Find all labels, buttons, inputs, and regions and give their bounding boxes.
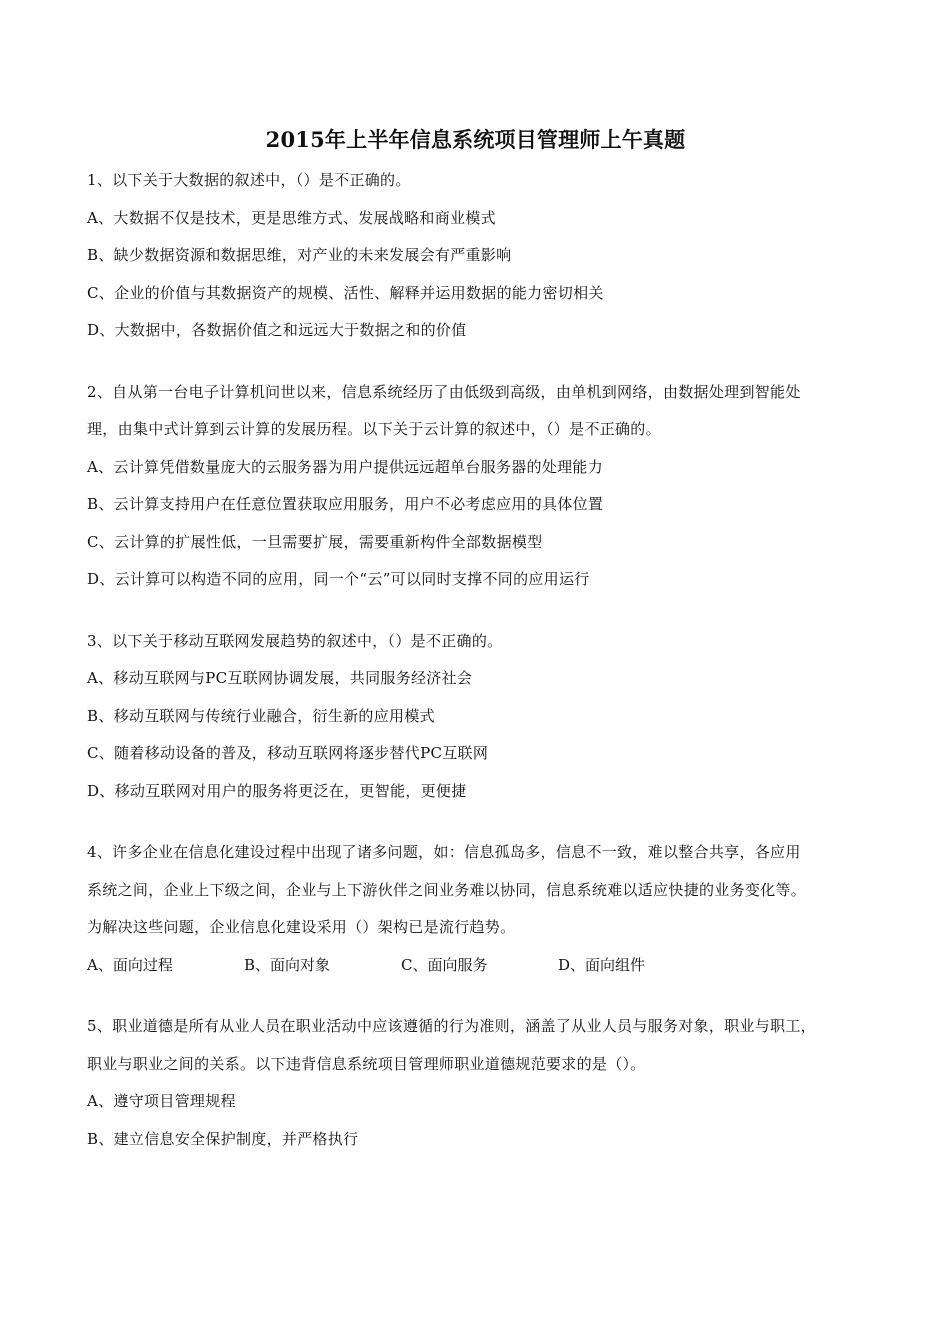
option-b: B、移动互联网与传统行业融合，衍生新的应用模式	[87, 706, 435, 725]
option-a: A、大数据不仅是技术，更是思维方式、发展战略和商业模式	[87, 208, 496, 227]
option-b: B、云计算支持用户在任意位置获取应用服务，用户不必考虑应用的具体位置	[87, 495, 604, 513]
option-d: D、云计算可以构造不同的应用，同一个“云”可以同时支撑不同的应用运行	[87, 570, 590, 588]
option-d: D、大数据中，各数据价值之和远远大于数据之和的价值	[87, 321, 467, 339]
question-4	[87, 834, 864, 984]
question-stem: 1、以下关于大数据的叙述中，（）是不正确的。	[87, 171, 411, 189]
option-c: C、企业的价值与其数据资产的规模、活性、解释并运用数据的能力密切相关	[87, 283, 604, 302]
option-a: A、面向过程	[87, 955, 173, 974]
option-c: C、面向服务	[401, 955, 488, 974]
option-c: C、云计算的扩展性低，一旦需要扩展，需要重新构件全部数据模型	[87, 532, 543, 551]
question-stem-line-2: 理，由集中式计算到云计算的发展历程。以下关于云计算的叙述中，（）是不正确的。	[87, 420, 661, 438]
option-a: A、云计算凭借数量庞大的云服务器为用户提供远远超单台服务器的处理能力	[87, 457, 604, 476]
question-stem-line-2: 职业与职业之间的关系。以下违背信息系统项目管理师职业道德规范要求的是（）。	[87, 1054, 646, 1073]
question-3	[87, 623, 864, 811]
option-d: D、移动互联网对用户的服务将更泛在，更智能，更便捷	[87, 781, 467, 800]
inline-options-row	[87, 947, 864, 985]
question-stem-line-3: 为解决这些问题，企业信息化建设采用（）架构已是流行趋势。	[87, 918, 516, 936]
question-2	[87, 374, 864, 599]
option-a: A、移动互联网与PC互联网协调发展，共同服务经济社会	[87, 669, 473, 687]
page-title: 2015年上半年信息系统项目管理师上午真题	[265, 127, 686, 152]
question-stem: 3、以下关于移动互联网发展趋势的叙述中，（）是不正确的。	[87, 631, 503, 650]
question-5	[87, 1008, 864, 1158]
option-b: B、缺少数据资源和数据思维，对产业的未来发展会有严重影响	[87, 246, 512, 264]
option-a: A、遵守项目管理规程	[87, 1092, 236, 1110]
question-stem-line-2: 系统之间，企业上下级之间，企业与上下游伙伴之间业务难以协同，信息系统难以适应快捷的业务变化等。	[87, 880, 807, 899]
option-b: B、建立信息安全保护制度，并严格执行	[87, 1129, 359, 1148]
question-1	[87, 162, 864, 350]
option-c: C、随着移动设备的普及，移动互联网将逐步替代PC互联网	[87, 744, 489, 762]
option-b: B、面向对象	[244, 955, 331, 974]
question-stem-line-1: 4、许多企业在信息化建设过程中出现了诸多问题，如：信息孤岛多，信息不一致，难以整合共享，各应用	[87, 843, 801, 861]
question-stem-line-1: 5、职业道德是所有从业人员在职业活动中应该遵循的行为准则，涵盖了从业人员与服务对象，职业与职工，	[87, 1017, 816, 1035]
option-d: D、面向组件	[558, 955, 646, 974]
question-stem-line-1: 2、自从第一台电子计算机问世以来，信息系统经历了由低级到高级，由单机到网络，由数据处理到智能处	[87, 382, 801, 401]
